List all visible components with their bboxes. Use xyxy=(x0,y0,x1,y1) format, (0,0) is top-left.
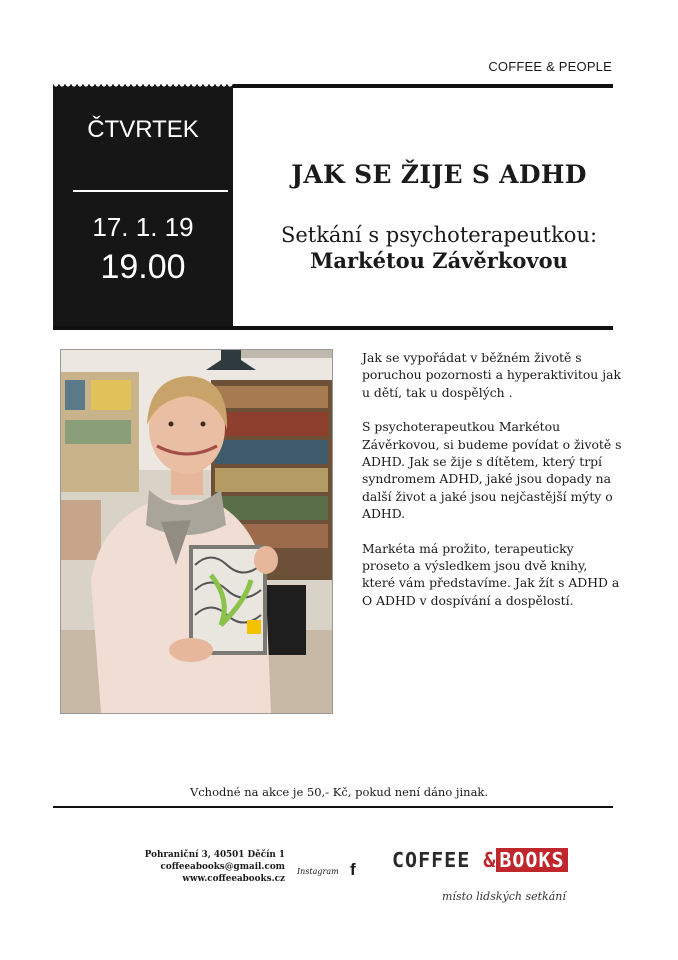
price-note: Vchodné na akce je 50,- Kč, pokud není dáno jinak. xyxy=(189,785,489,799)
description-paragraph: Markéta má prožito, terapeuticky proseto a výsledkem jsou dvě knihy, které vám představíme. Jak žít s ADHD a O ADHD v dospívání a dospělostí. xyxy=(362,540,620,608)
facebook-icon[interactable]: f xyxy=(350,860,356,879)
instagram-label[interactable]: Instagram xyxy=(297,867,339,876)
event-time: 19.00 xyxy=(100,248,186,286)
description-paragraph: Jak se vypořádat v běžném životě s poruchou pozornosti a hyperaktivitou jak u dětí, tak u dospělých . xyxy=(362,350,621,400)
event-subtitle xyxy=(250,222,628,274)
speaker-name: Markétou Závěrkovou xyxy=(310,248,568,273)
speaker-photo xyxy=(60,349,333,714)
event-day: ČTVRTEK xyxy=(87,116,199,143)
logo-tagline: místo lidských setkání xyxy=(442,890,566,903)
scallop-edge xyxy=(53,84,233,90)
event-title: JAK SE ŽIJE S ADHD xyxy=(291,160,587,189)
description-paragraph: S psychoterapeutkou Markétou Závěrkovou, si budeme povídat o životě s ADHD. Jak se žije s dítětem, který trpí syndromem ADHD, jaké jsou dopady na další život a jaké jsou nejčastější mýty o ADHD. xyxy=(362,419,622,522)
logo-word-books: BOOKS xyxy=(496,848,567,872)
subtitle-line: Setkání s psychoterapeutkou: xyxy=(280,223,598,247)
venue-address xyxy=(55,849,285,885)
bottom-divider xyxy=(53,326,613,330)
date-divider xyxy=(73,190,228,192)
event-description xyxy=(362,349,624,626)
date-box xyxy=(53,84,233,330)
footer-divider xyxy=(53,806,613,808)
contact-line: coffeeabooks@gmail.com www.coffeeabooks.cz xyxy=(160,862,285,884)
address-line: Pohraniční 3, 40501 Děčín 1 xyxy=(144,850,285,860)
series-label: COFFEE & PEOPLE xyxy=(488,59,612,74)
coffee-and-books-logo xyxy=(392,848,597,913)
event-date: 17. 1. 19 xyxy=(92,212,194,242)
logo-ampersand: & xyxy=(483,848,497,872)
portrait-photo-icon xyxy=(61,350,332,713)
logo-word-coffee: COFFEE xyxy=(392,848,484,872)
